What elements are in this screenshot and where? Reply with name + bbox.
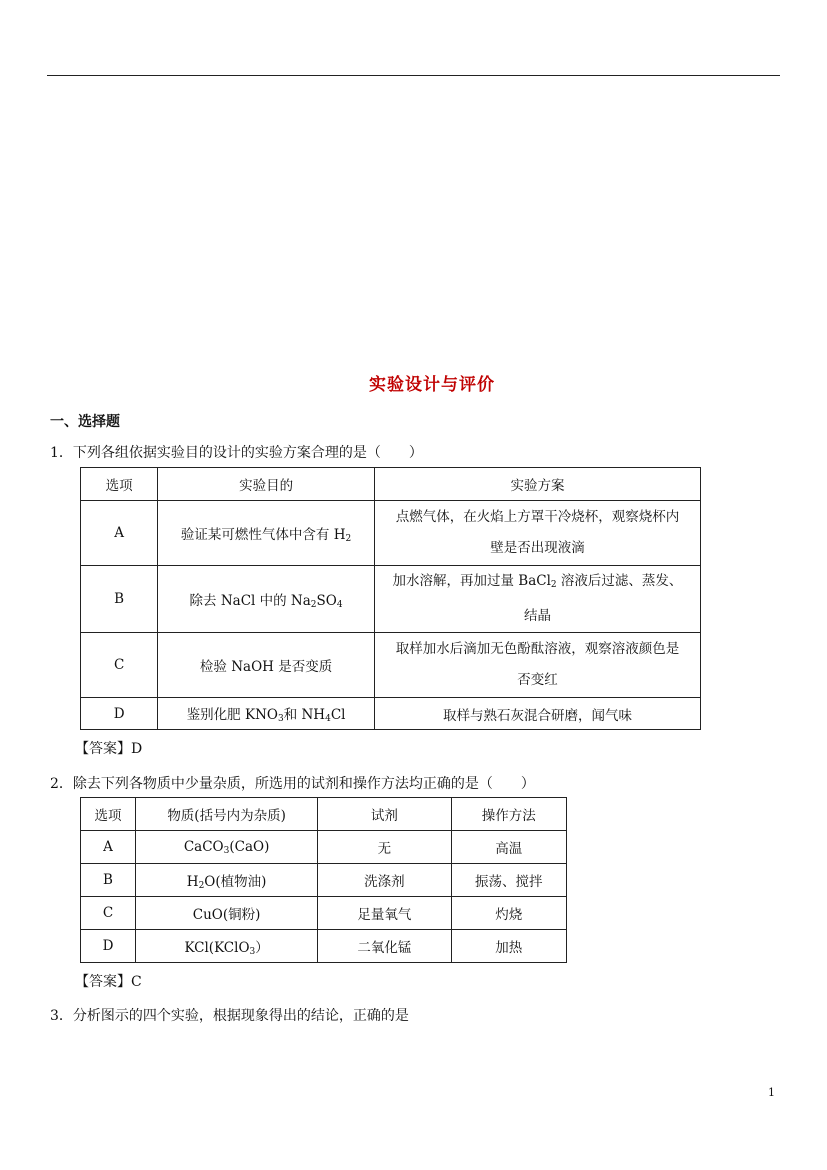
header-purpose: 实验目的	[158, 468, 375, 501]
reagent-cell: 足量氧气	[318, 897, 451, 930]
question-1-stem: 1．下列各组依据实验目的设计的实验方案合理的是（ ）	[50, 445, 423, 461]
table-header-row	[81, 468, 701, 501]
question-1-table	[80, 467, 701, 730]
question-3-stem: 3．分析图示的四个实验，根据现象得出的结论，正确的是	[50, 1008, 409, 1024]
table-row	[81, 930, 567, 963]
header-rule	[47, 75, 780, 76]
table-row	[81, 633, 701, 698]
header-plan: 实验方案	[374, 468, 700, 501]
substance-cell: CaCO$_3$(CaO)	[136, 831, 318, 864]
page-number: 1	[768, 1086, 775, 1099]
option-cell: B	[81, 566, 158, 633]
question-2-answer: 【答案】C	[75, 974, 142, 990]
purpose-cell: 鉴别化肥 $KNO_3$和 $NH_4Cl$	[158, 698, 375, 730]
header-reagent: 试剂	[318, 798, 451, 831]
header-substance: 物质(括号内为杂质)	[136, 798, 318, 831]
question-2-stem: 2．除去下列各物质中少量杂质，所选用的试剂和操作方法均正确的是（ ）	[50, 776, 535, 792]
option-cell: A	[81, 831, 136, 864]
option-cell: D	[81, 930, 136, 963]
reagent-cell: 无	[318, 831, 451, 864]
header-option: 选项	[81, 468, 158, 501]
table-row	[81, 566, 701, 633]
method-cell: 高温	[451, 831, 566, 864]
table-row	[81, 831, 567, 864]
method-cell: 振荡、搅拌	[451, 864, 566, 897]
purpose-cell: 验证某可燃性气体中含有 $H_2$	[158, 501, 375, 566]
purpose-cell: 除去 NaCl 中的 $Na_2SO_4$	[158, 566, 375, 633]
question-1-answer: 【答案】D	[75, 741, 143, 757]
table-row	[81, 501, 701, 566]
purpose-cell: 检验 NaOH 是否变质	[158, 633, 375, 698]
method-cell: 灼烧	[451, 897, 566, 930]
option-cell: A	[81, 501, 158, 566]
plan-cell: 点燃气体，在火焰上方罩干冷烧杯，观察烧杯内 壁是否出现液滴	[374, 501, 700, 566]
option-cell: C	[81, 633, 158, 698]
substance-cell: $H_2O$(植物油)	[136, 864, 318, 897]
reagent-cell: 二氧化锰	[318, 930, 451, 963]
table-header-row	[81, 798, 567, 831]
header-method: 操作方法	[451, 798, 566, 831]
substance-cell: KCl(KClO$_3$）	[136, 930, 318, 963]
plan-cell: 加水溶解，再加过量 BaCl$_2$ 溶液后过滤、蒸发、 结晶	[374, 566, 700, 633]
option-cell: B	[81, 864, 136, 897]
method-cell: 加热	[451, 930, 566, 963]
table-row	[81, 698, 701, 730]
header-option: 选项	[81, 798, 136, 831]
question-2-table	[80, 797, 567, 963]
section-heading: 一、选择题	[50, 414, 120, 430]
document-title: 实验设计与评价	[369, 375, 495, 395]
table-row	[81, 897, 567, 930]
table-row	[81, 864, 567, 897]
option-cell: C	[81, 897, 136, 930]
plan-cell: 取样加水后滴加无色酚酞溶液，观察溶液颜色是 否变红	[374, 633, 700, 698]
option-cell: D	[81, 698, 158, 730]
substance-cell: CuO(铜粉)	[136, 897, 318, 930]
plan-cell: 取样与熟石灰混合研磨，闻气味	[374, 698, 700, 730]
reagent-cell: 洗涤剂	[318, 864, 451, 897]
